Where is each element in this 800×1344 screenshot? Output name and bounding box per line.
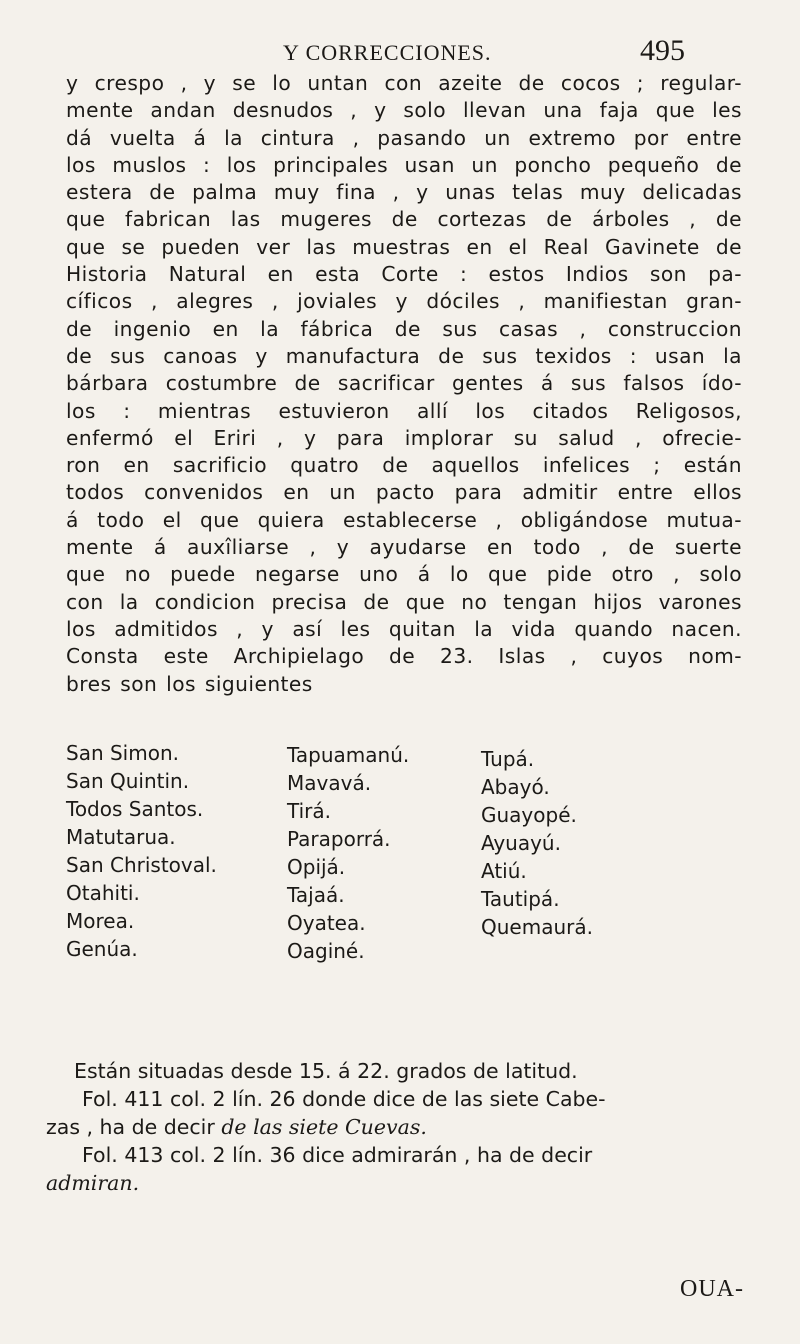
- body-line: Consta este Archipielago de 23. Islas , cuyos nom-: [66, 644, 742, 669]
- body-line: que fabrican las mugeres de cortezas de árboles , de: [66, 207, 742, 232]
- island-name: Atiú.: [481, 859, 527, 883]
- note-line: Están situadas desde 15. á 22. grados de latitud.: [74, 1059, 578, 1083]
- note-correction-admiran: [46, 1141, 754, 1197]
- island-column-3: [481, 745, 593, 941]
- body-line: y crespo , y se lo untan con azeite de cocos ; regular-: [66, 71, 742, 95]
- island-name: Tajaá.: [287, 883, 345, 907]
- body-line: bárbara costumbre de sacrificar gentes á sus falsos ído-: [66, 371, 742, 396]
- island-name: Tautipá.: [481, 887, 560, 911]
- island-column-2: [287, 741, 409, 965]
- note-line: [46, 1169, 754, 1197]
- island-name: Abayó.: [481, 775, 550, 799]
- page-header: [0, 34, 800, 70]
- island-name: Guayopé.: [481, 803, 577, 827]
- body-line: de ingenio en la fábrica de sus casas , construccion: [66, 316, 742, 341]
- note-italic-text: de las siete Cuevas.: [221, 1115, 427, 1139]
- body-line: enfermó el Eriri , y para implorar su salud , ofrecie-: [66, 425, 742, 450]
- note-latitude: [74, 1057, 754, 1085]
- body-line: bres son los siguientes: [66, 671, 313, 696]
- note-line: Fol. 413 col. 2 lín. 36 dice admirarán , ha de decir: [82, 1143, 593, 1167]
- body-line: á todo el que quiera establecerse , obligándose mutua-: [66, 507, 742, 532]
- body-paragraph: [66, 70, 742, 698]
- body-line: Historia Natural en esta Corte : estos Indios son pa-: [66, 262, 742, 287]
- island-name: Genúa.: [66, 937, 138, 961]
- note-line: Fol. 411 col. 2 lín. 26 donde dice de las siete Cabe-: [82, 1087, 606, 1111]
- body-line: de sus canoas y manufactura de sus texidos : usan la: [66, 343, 742, 368]
- body-line: que se pueden ver las muestras en el Real Gavinete de: [66, 234, 742, 259]
- island-name: Oaginé.: [287, 939, 365, 963]
- body-line: dá vuelta á la cintura , pasando un extremo por entre: [66, 125, 742, 150]
- island-name: Opijá.: [287, 855, 346, 879]
- island-name: Otahiti.: [66, 881, 140, 905]
- body-line: los muslos : los principales usan un poncho pequeño de: [66, 152, 742, 177]
- note-text: zas , ha de decir: [46, 1115, 222, 1139]
- body-line: todos convenidos en un pacto para admitir entre ellos: [66, 480, 742, 505]
- island-name: Matutarua.: [66, 825, 176, 849]
- body-line: con la condicion precisa de que no tengan hijos varones: [66, 589, 742, 614]
- note-italic-text: admiran.: [46, 1171, 140, 1195]
- island-name: Tapuamanú.: [287, 743, 410, 767]
- body-line: los : mientras estuvieron allí los citados Religosos,: [66, 398, 742, 423]
- note-line: [46, 1113, 754, 1141]
- island-name: Tupá.: [481, 747, 535, 771]
- island-name: Ayuayú.: [481, 831, 561, 855]
- island-name: Morea.: [66, 909, 135, 933]
- island-name: San Christoval.: [66, 853, 217, 877]
- page-number: 495: [640, 34, 685, 67]
- corrections-notes: [46, 1057, 754, 1197]
- island-name: Mavavá.: [287, 771, 372, 795]
- island-name: Todos Santos.: [66, 797, 204, 821]
- body-line: mente andan desnudos , y solo llevan una faja que les: [66, 98, 742, 123]
- running-title: Y CORRECCIONES.: [283, 40, 492, 65]
- island-name: Tirá.: [287, 799, 331, 823]
- island-column-1: [66, 739, 217, 963]
- island-name: Oyatea.: [287, 911, 366, 935]
- island-list: [66, 739, 766, 979]
- island-name: San Quintin.: [66, 769, 190, 793]
- body-line: los admitidos , y así les quitan la vida quando nacen.: [66, 616, 742, 641]
- island-name: Paraporrá.: [287, 827, 391, 851]
- island-name: San Simon.: [66, 741, 179, 765]
- island-name: Quemaurá.: [481, 915, 593, 939]
- body-line: mente á auxîliarse , y ayudarse en todo , de suerte: [66, 535, 742, 560]
- body-line: cíficos , alegres , joviales y dóciles , manifiestan gran-: [66, 289, 742, 314]
- body-line: que no puede negarse uno á lo que pide otro , solo: [66, 562, 742, 587]
- note-correction-cuevas: [46, 1085, 754, 1141]
- body-line: ron en sacrificio quatro de aquellos infelices ; están: [66, 453, 742, 478]
- catchword: OUA-: [680, 1276, 744, 1302]
- body-line: estera de palma muy fina , y unas telas muy delicadas: [66, 180, 742, 205]
